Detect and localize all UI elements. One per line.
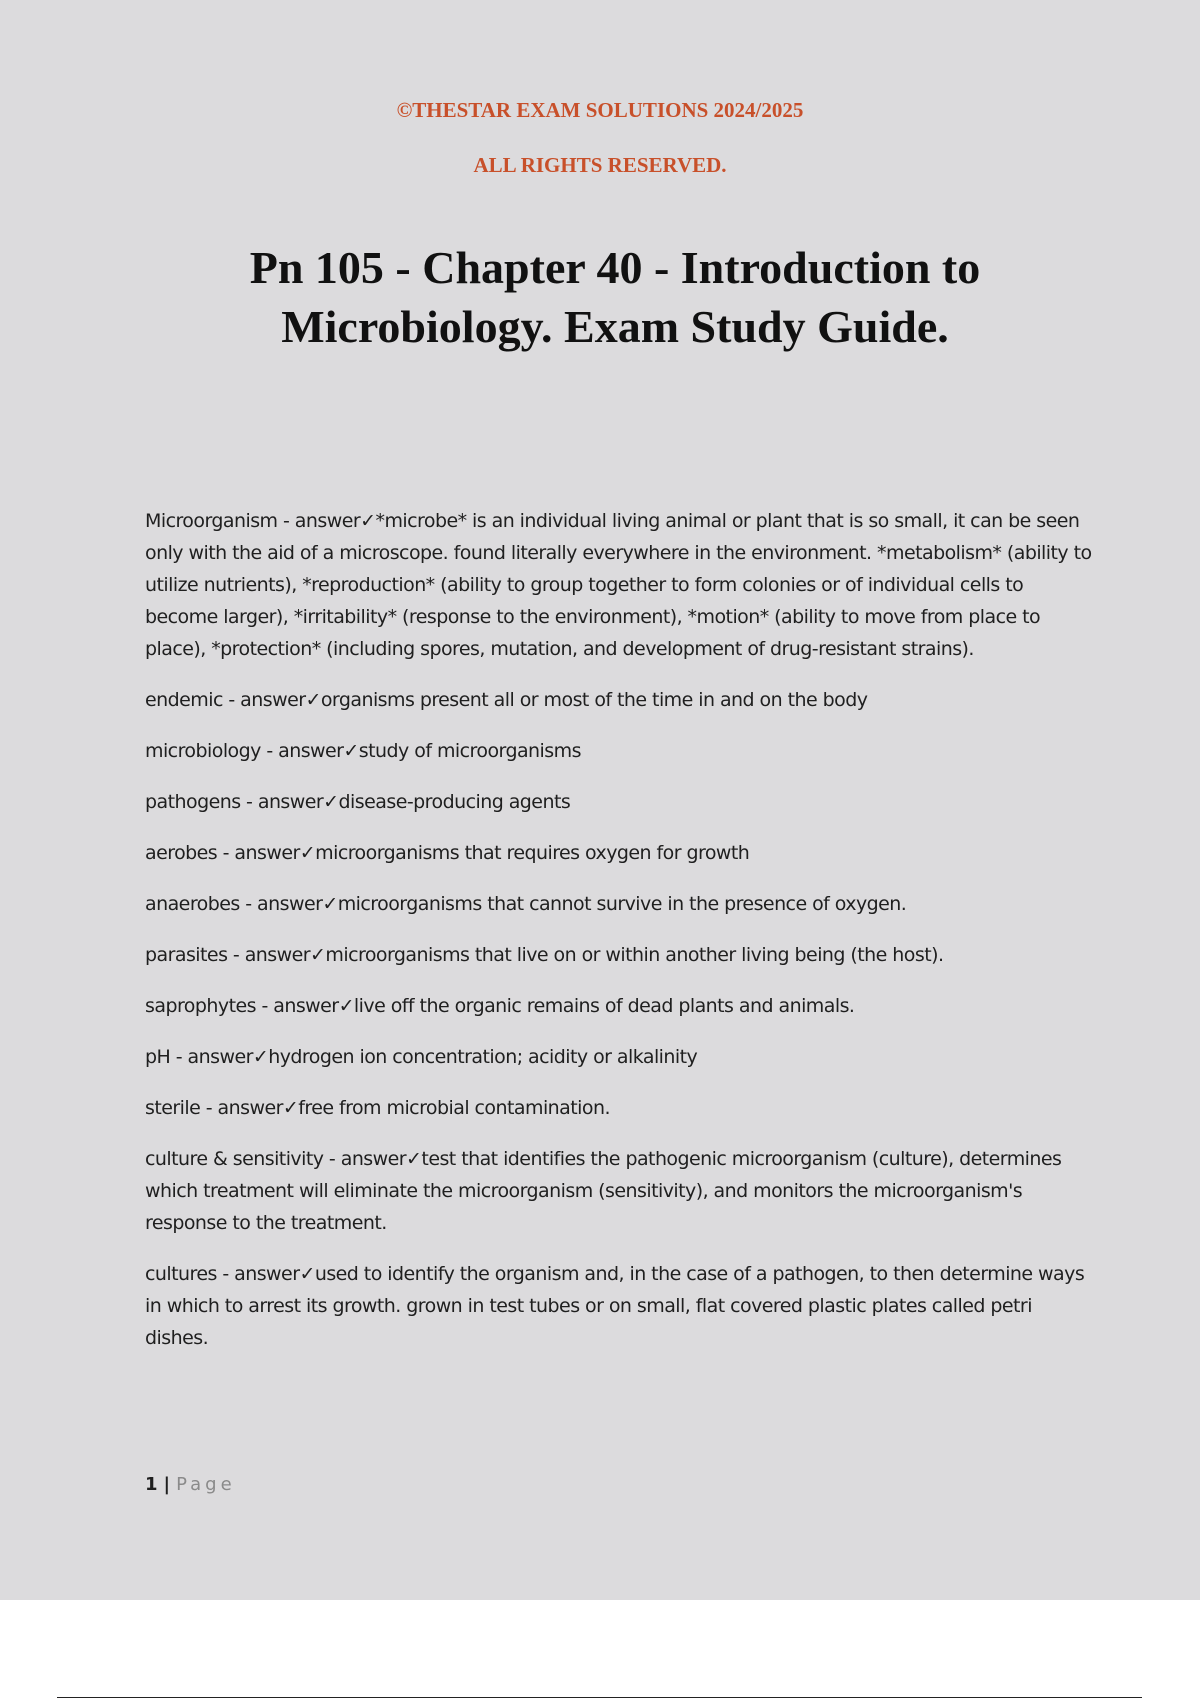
entry-anaerobes: anaerobes - answer✓microorganisms that cannot survive in the presence of oxygen. [145,893,907,915]
bottom-divider [57,1697,1142,1698]
page-separator: | [163,1474,171,1495]
entry-cultures: cultures - answer✓used to identify the organism and, in the case of a pathogen, to then determine ways in which to arrest its growth. grown in test tubes or on small, flat covered plastic plates called petri dishes. [145,1263,1085,1349]
rights-reserved-notice: ALL RIGHTS RESERVED. [473,153,727,177]
page-footer [145,1474,236,1495]
entry-saprophytes: saprophytes - answer✓live off the organic remains of dead plants and animals. [145,995,855,1017]
title-line-1: Pn 105 - Chapter 40 - Introduction to [249,242,981,293]
entry-microorganism: Microorganism - answer✓*microbe* is an individual living animal or plant that is so small, it can be seen only with the aid of a microscope. found literally everywhere in the environment. *metabolism* (ability to utilize nutrients), *reproduction* (ability to group together to form colonies or of individual cells to become larger), *irritability* (response to the environment), *motion* (ability to move from place to place), *protection* (including spores, mutation, and development of drug-resistant strains). [145,510,1092,660]
entry-parasites: parasites - answer✓microorganisms that live on or within another living being (the host). [145,944,944,966]
entry-ph: pH - answer✓hydrogen ion concentration; acidity or alkalinity [145,1046,698,1068]
copyright-notice: ©THESTAR EXAM SOLUTIONS 2024/2025 [396,98,804,122]
entry-microbiology: microbiology - answer✓study of microorganisms [145,740,581,762]
study-guide-entries [145,505,1095,1373]
entry-endemic: endemic - answer✓organisms present all or most of the time in and on the body [145,689,868,711]
page-label: Page [176,1474,236,1495]
title-line-2: Microbiology. Exam Study Guide. [281,301,949,352]
page-number: 1 [145,1474,158,1495]
entry-aerobes: aerobes - answer✓microorganisms that requires oxygen for growth [145,842,750,864]
entry-culture-sensitivity: culture & sensitivity - answer✓test that identifies the pathogenic microorganism (culture), determines which treatment will eliminate the microorganism (sensitivity), and monitors the microorganism's response to the treatment. [145,1148,1062,1234]
entry-pathogens: pathogens - answer✓disease-producing agents [145,791,571,813]
document-title [150,238,1080,356]
entry-sterile: sterile - answer✓free from microbial contamination. [145,1097,610,1119]
